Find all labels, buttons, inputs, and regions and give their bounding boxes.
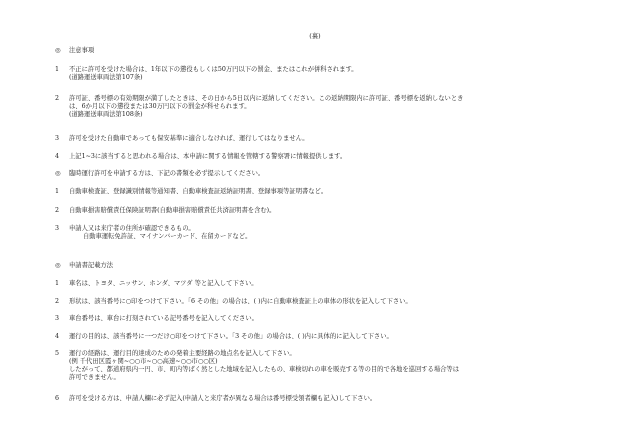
page-side-label: (裏): [309, 32, 321, 40]
howto-item-5: 5 運行の経路は、運行目的達成のための発着主要経路の地点名を記入して下さい。 (例 千代田区霞ヶ関~○○市~○○高速~○○市○○区) したがって、都道府県内一円、市、町内等ばく然とした地域を記入したもの、車検切れの車を販売する等の目的で各地を巡回する場合等は 許可できません。: [55, 350, 600, 381]
docs-item-3: 3 申請人又は来庁者の住所が確認できるもの。 自動車運転免許証、マイナンバーカード、在留カードなど。: [55, 225, 252, 240]
howto-section-heading: [55, 262, 595, 270]
notes-item-4: 4 上記1~3に該当すると思われる場合は、本申請に関する情報を管轄する警察署に情報提供します。: [55, 153, 347, 160]
howto-item-2: 2 形状は、該当番号に○印をつけて下さい。「6 その他」の場合は、( )内に自動車検査証上の車体の形状を記入して下さい。: [55, 298, 412, 305]
route-example: (例 千代田区霞ヶ関~○○市~○○高速~○○市○○区): [69, 357, 218, 365]
howto-title: 申請書記載方法: [69, 262, 114, 269]
notes-title: 注意事項: [69, 47, 95, 54]
notes-section-heading: [55, 47, 595, 55]
docs-item-2: 2 自動車損害賠償責任保険証明書(自動車損害賠償責任共済証明書を含む)。: [55, 207, 276, 214]
double-circle-mark: ◎: [55, 47, 61, 54]
howto-item-1: 1 車名は、トヨタ、ニッサン、ホンダ、マツダ 等と記入して下さい。: [55, 280, 258, 287]
double-circle-mark: ◎: [55, 170, 61, 177]
notes-item-3: 3 許可を受けた自動車であっても保安基準に適合しなければ、運行してはなりません。: [55, 135, 309, 142]
docs-title: 臨時運行許可を申請する方は、下記の書類を必ず提示してください。: [69, 170, 265, 177]
docs-item-1: 1 自動車検査証、登録識別情報等通知書、自動車検査証返納証明書、登録事項等証明書など。: [55, 188, 328, 195]
notes-item-1: 1 不正に許可を受けた場合は、1年以下の懲役もしくは50万円以下の罰金、またはこれが併科されます。 (道路運送車両法第107条): [55, 66, 358, 81]
docs-section-heading: [55, 170, 595, 178]
howto-item-4: 4 運行の目的は、該当番号に一つだけ○印をつけて下さい。「3 その他」の場合は、( )内に具体的に記入して下さい。: [55, 333, 393, 340]
double-circle-mark: ◎: [55, 262, 61, 269]
howto-item-6: 6 許可を受ける方は、申請人欄に必ず記入(申請人と来庁者が異なる場合は番号標受領者欄も記入)して下さい。: [55, 395, 377, 402]
howto-item-3: 3 車台番号は、車台に打刻されている記号番号を記入してください。: [55, 315, 258, 322]
notes-item-2: 2 許可証、番号標の有効期限が満了したときは、その日から5日以内に返納してください。この返納期限内に許可証、番号標を返納しないとき は、6か月以下の懲役または30万円以下の罰金が科せられます。 (道路運送車両法第108条): [55, 95, 464, 118]
